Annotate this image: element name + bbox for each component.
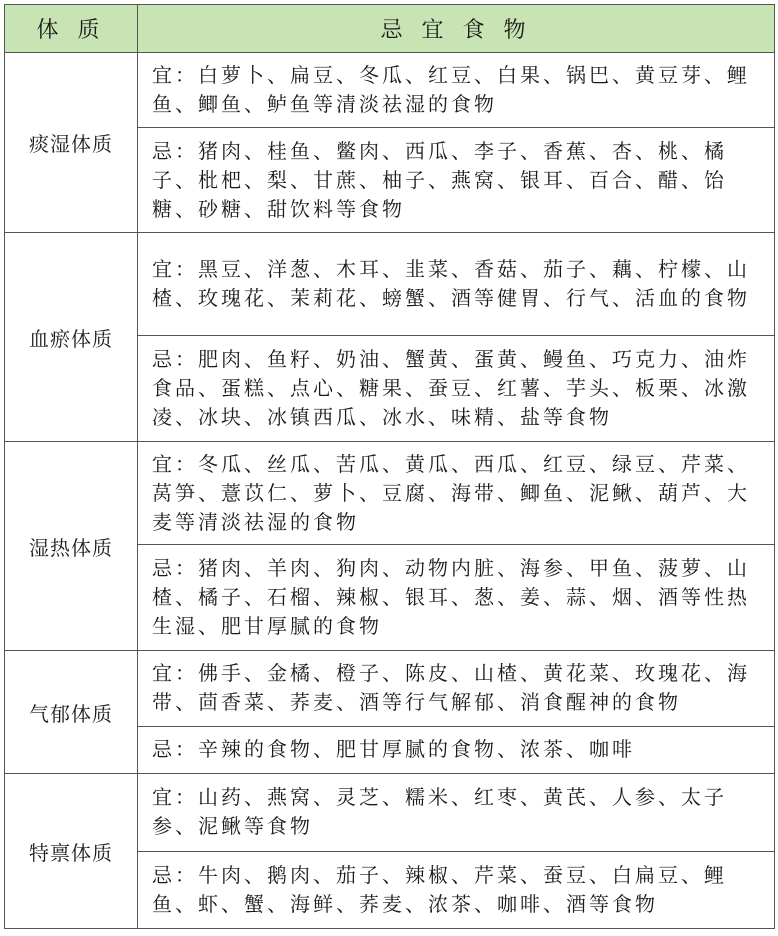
- avoid-foods: 忌：猪肉、羊肉、狗肉、动物内脏、海参、甲鱼、菠萝、山楂、橘子、石榴、辣椒、银耳、葱、姜、蒜、烟、酒等性热生湿、肥甘厚腻的食物: [138, 545, 775, 651]
- constitution-type: 气郁体质: [5, 651, 138, 774]
- table-row: [5, 774, 775, 852]
- suitable-foods: 宜：白萝卜、扁豆、冬瓜、红豆、白果、锅巴、黄豆芽、鲤鱼、鲫鱼、鲈鱼等清淡祛湿的食物: [138, 53, 775, 128]
- avoid-foods: 忌：牛肉、鹅肉、茄子、辣椒、芹菜、蚕豆、白扁豆、鲤鱼、虾、蟹、海鲜、荞麦、浓茶、咖啡、酒等食物: [138, 851, 775, 929]
- food-constitution-table: [4, 4, 775, 929]
- constitution-type: 特禀体质: [5, 774, 138, 929]
- suitable-foods: 宜：佛手、金橘、橙子、陈皮、山楂、黄花菜、玫瑰花、海带、茴香菜、荞麦、酒等行气解郁、消食醒神的食物: [138, 651, 775, 727]
- avoid-foods: 忌：猪肉、桂鱼、鳖肉、西瓜、李子、香蕉、杏、桃、橘子、枇杷、梨、甘蔗、柚子、燕窝、银耳、百合、醋、饴糖、砂糖、甜饮料等食物: [138, 128, 775, 233]
- constitution-type: 湿热体质: [5, 442, 138, 651]
- constitution-type: 痰湿体质: [5, 53, 138, 233]
- table-row: [5, 442, 775, 545]
- suitable-foods: 宜：冬瓜、丝瓜、苦瓜、黄瓜、西瓜、红豆、绿豆、芹菜、莴笋、薏苡仁、萝卜、豆腐、海带、鲫鱼、泥鳅、葫芦、大麦等清淡祛湿的食物: [138, 442, 775, 545]
- table-row: [5, 53, 775, 128]
- table-row: [5, 651, 775, 727]
- constitution-type: 血瘀体质: [5, 233, 138, 442]
- avoid-foods: 忌：辛辣的食物、肥甘厚腻的食物、浓茶、咖啡: [138, 726, 775, 773]
- header-row: [5, 5, 775, 53]
- suitable-foods: 宜：山药、燕窝、灵芝、糯米、红枣、黄芪、人参、太子参、泥鳅等食物: [138, 774, 775, 852]
- header-constitution: 体 质: [5, 5, 138, 53]
- table-row: [5, 233, 775, 336]
- header-foods: 忌 宜 食 物: [138, 5, 775, 53]
- suitable-foods: 宜：黑豆、洋葱、木耳、韭菜、香菇、茄子、藕、柠檬、山楂、玫瑰花、茉莉花、螃蟹、酒等健胃、行气、活血的食物: [138, 233, 775, 336]
- avoid-foods: 忌：肥肉、鱼籽、奶油、蟹黄、蛋黄、鳗鱼、巧克力、油炸食品、蛋糕、点心、糖果、蚕豆、红薯、芋头、板栗、冰激凌、冰块、冰镇西瓜、冰水、味精、盐等食物: [138, 336, 775, 442]
